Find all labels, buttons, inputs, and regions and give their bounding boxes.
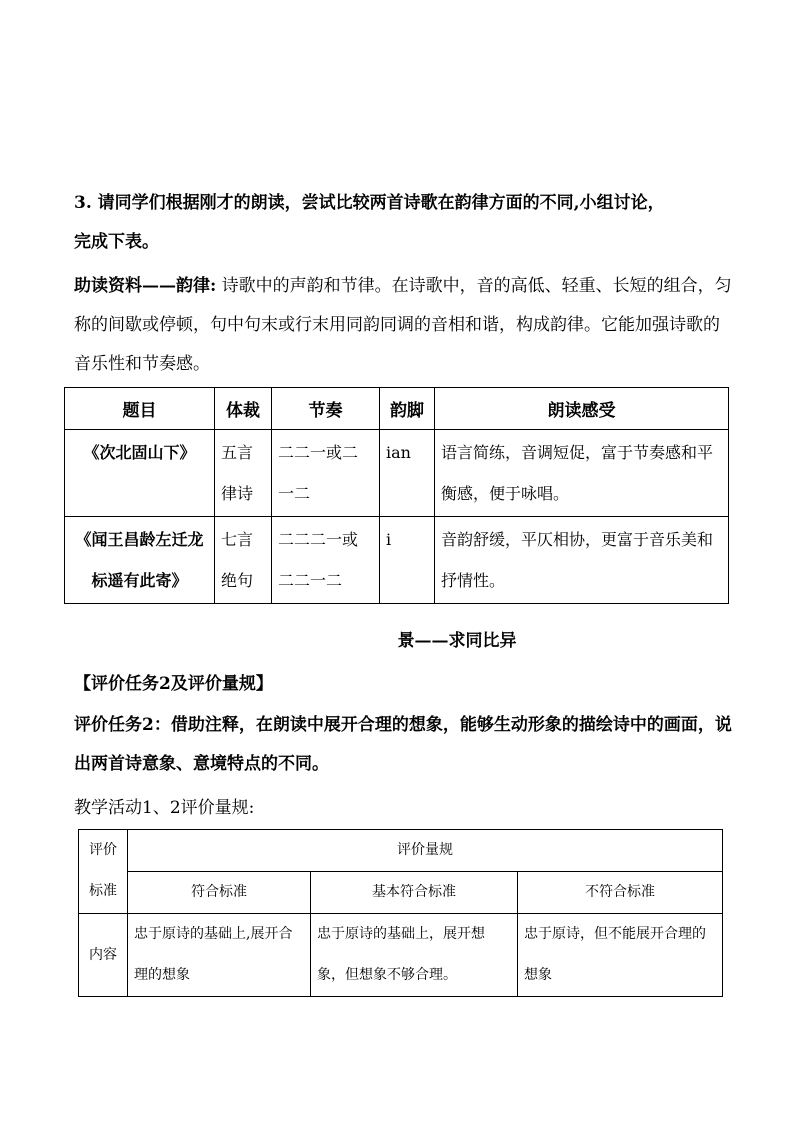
reading-aid-label: 助读资料——韵律: xyxy=(74,276,217,296)
activity-label: 教学活动1、2评价量规: xyxy=(74,798,255,818)
rubric-partly-header: 基本符合标准 xyxy=(311,872,518,914)
table-header-row xyxy=(65,388,729,430)
table-row xyxy=(65,517,729,604)
poem-genre: 五言律诗 xyxy=(215,430,272,517)
rubric-group-row xyxy=(79,830,723,872)
poem-feeling: 语言简练，音调短促，富于节奏感和平衡感，便于咏唱。 xyxy=(435,430,729,517)
rubric-partly-cell: 忠于原诗的基础上，展开想象，但想象不够合理。 xyxy=(311,914,518,997)
rubric-meets-header: 符合标准 xyxy=(128,872,311,914)
poem-feeling: 音韵舒缓，平仄相协，更富于音乐美和抒情性。 xyxy=(435,517,729,604)
header-rhyme: 韵脚 xyxy=(380,388,435,430)
poem-title: 《次北固山下》 xyxy=(65,430,215,517)
question-3-line-1: 3. 请同学们根据刚才的朗读，尝试比较两首诗歌在韵律方面的不同,小组讨论， xyxy=(74,193,665,213)
header-rhythm: 节奏 xyxy=(272,388,380,430)
header-title: 题目 xyxy=(65,388,215,430)
evaluation-heading: 【评价任务2及评价量规】 xyxy=(74,674,273,694)
poem-rhyme: ian xyxy=(380,430,435,517)
evaluation-task-2: 评价任务2：借助注释，在朗读中展开合理的想象，能够生动形象的描绘诗中的画面，说出两首诗意象、意境特点的不同。 xyxy=(74,715,732,774)
reading-aid xyxy=(74,267,734,384)
reading-aid-text: 诗歌中的声韵和节律。在诗歌中，音的高低、轻重、长短的组合，匀称的间歇或停顿，句中句末或行末用同韵同调的音相和谐，构成韵律。它能加强诗歌的音乐性和节奏感。 xyxy=(74,276,732,374)
header-genre: 体裁 xyxy=(215,388,272,430)
rubric-fails-cell: 忠于原诗，但不能展开合理的想象 xyxy=(518,914,723,997)
rubric-content-row xyxy=(79,914,723,997)
section-title: 景——求同比异 xyxy=(397,631,517,651)
question-3-line-2: 完成下表。 xyxy=(74,232,159,252)
rubric-subheader-row xyxy=(79,872,723,914)
rubric-fails-header: 不符合标准 xyxy=(518,872,723,914)
poem-rhythm: 二二二一或二二一二 xyxy=(272,517,380,604)
header-feeling: 朗读感受 xyxy=(435,388,729,430)
table-row xyxy=(65,430,729,517)
poem-title: 《闻王昌龄左迁龙标遥有此寄》 xyxy=(65,517,215,604)
evaluation-rubric-table xyxy=(78,829,723,997)
poem-rhythm: 二二一或二一二 xyxy=(272,430,380,517)
poem-rhyme: i xyxy=(380,517,435,604)
rubric-row-header: 评价标准 xyxy=(79,830,128,914)
question-3 xyxy=(74,184,734,262)
rubric-group-header: 评价量规 xyxy=(128,830,723,872)
rubric-meets-cell: 忠于原诗的基础上,展开合理的想象 xyxy=(128,914,311,997)
poem-genre: 七言绝句 xyxy=(215,517,272,604)
rubric-content-label: 内容 xyxy=(79,914,128,997)
rhythm-comparison-table xyxy=(64,387,729,604)
